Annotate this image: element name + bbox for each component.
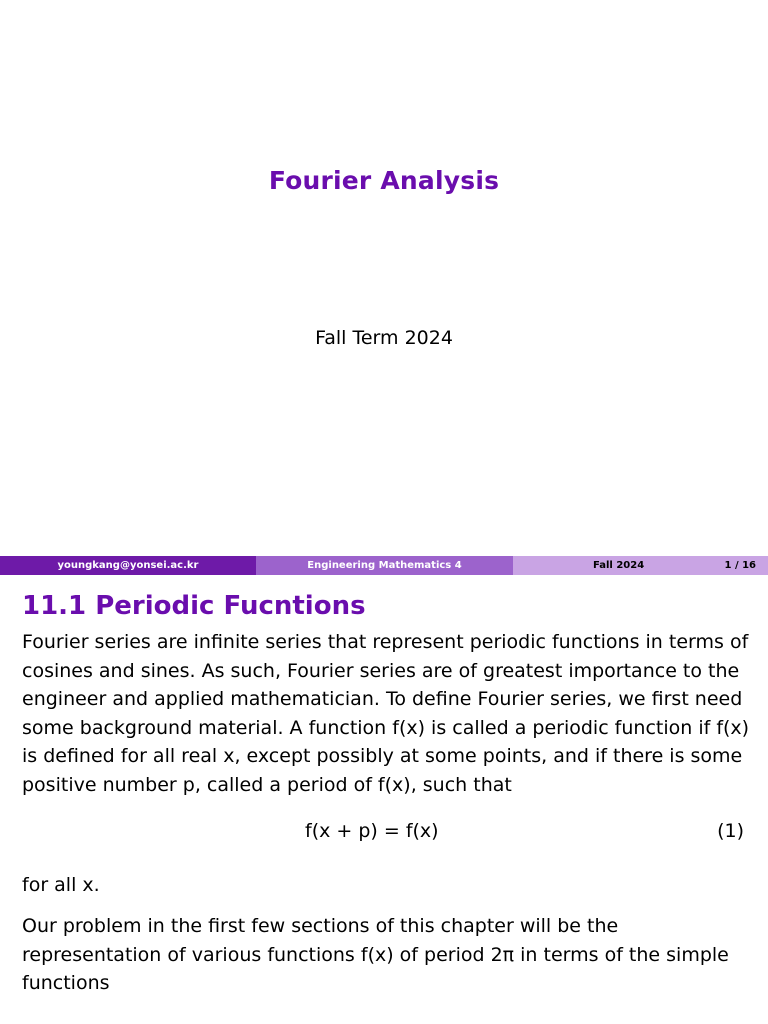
equation-number: (1) <box>717 820 744 842</box>
footer-course: Engineering Mathematics 4 <box>256 556 513 575</box>
footer-term: Fall 2024 <box>593 560 645 571</box>
paragraph-for-all: for all x. <box>22 874 100 896</box>
footer-right <box>513 556 768 575</box>
slide-title: Fourier Analysis <box>268 166 500 195</box>
paragraph-problem: Our problem in the first few sections of this chapter will be the representation of various functions f(x) of period 2π in terms of the simple functions <box>22 915 729 995</box>
content-slide <box>0 575 768 1024</box>
section-heading: 11.1 Periodic Fucntions <box>22 591 366 621</box>
equation: f(x + p) = f(x) <box>305 820 439 842</box>
footer-bar <box>0 556 768 575</box>
footer-page-number: 1 / 16 <box>724 560 756 571</box>
slide-subtitle: Fall Term 2024 <box>315 327 453 349</box>
paragraph-definition: Fourier series are infinite series that represent periodic functions in terms of cosines and sines. As such, Fourier series are of greatest importance to the engineer and applied mathematician. To define Fourier series, we first need some background material. A function f(x) is called a periodic function if f(x) is defined for all real x, except possibly at some points, and if there is some positive number p, called a period of f(x), such that <box>22 631 750 796</box>
footer-email: youngkang@yonsei.ac.kr <box>0 556 256 575</box>
